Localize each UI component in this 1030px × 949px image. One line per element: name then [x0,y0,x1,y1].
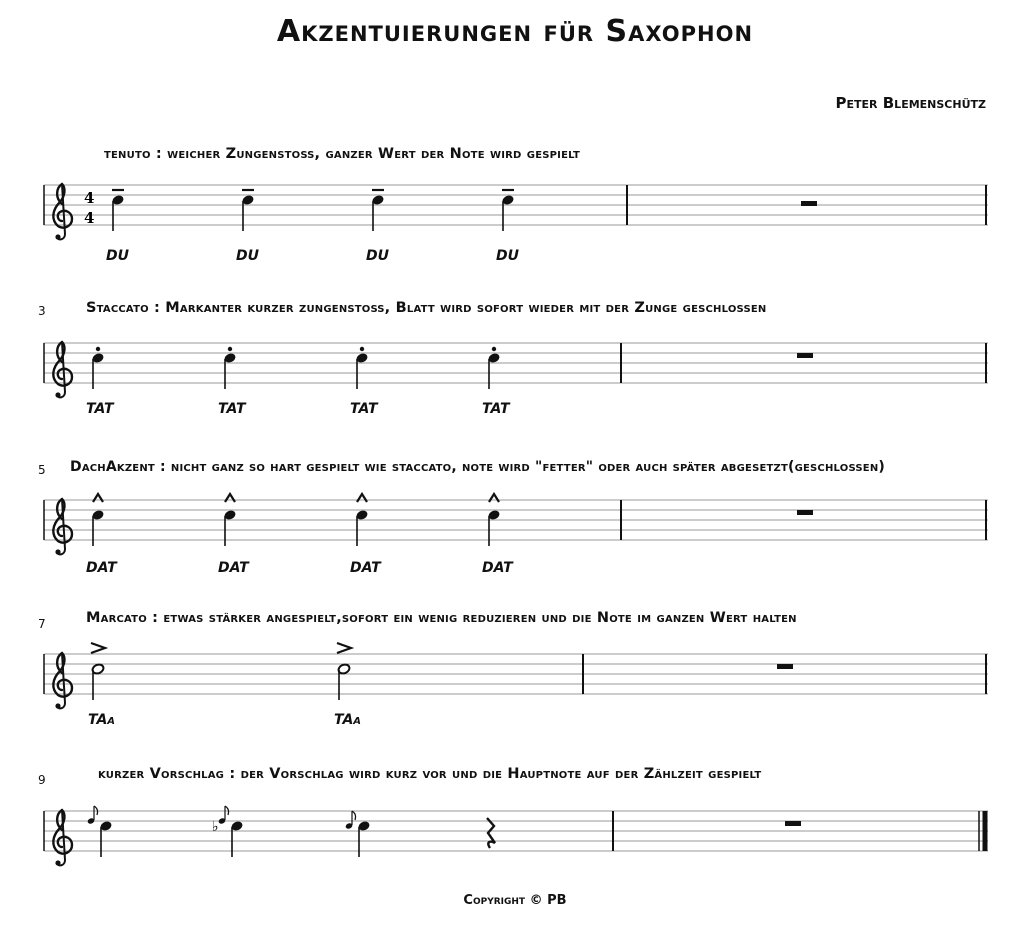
whole-rest [797,353,813,358]
svg-text:4: 4 [84,209,95,227]
quarter-rest [487,818,495,848]
lyric-syllable: TAT [86,401,114,417]
lyric-syllable: DAT [218,560,249,576]
whole-rest [777,664,793,669]
composer-name: Peter Blemenschütz [835,94,986,112]
lyric-syllable: DAT [482,560,513,576]
lyric-syllable: DU [366,248,389,264]
system-1-text: tenuto : weicher Zungenstoß, ganzer Wert der Note wird gespielt [104,146,581,162]
lyric-syllable: TAa [334,712,362,728]
lyric-syllable: TAa [88,712,116,728]
lyric-syllable: DAT [86,560,117,576]
svg-text:♭: ♭ [212,819,219,835]
measure-number-9: 9 [38,773,46,787]
lyric-syllable: DAT [350,560,381,576]
lyric-syllable: TAT [350,401,378,417]
system-3-text: DachAkzent : nicht ganz so hart gespielt wie staccato, note wird "fetter" oder auch später abgesetzt(geschlossen) [70,459,886,475]
whole-rest [785,821,801,826]
system-2-text: Staccato : Markanter kurzer zungenstoß, Blatt wird sofort wieder mit der Zunge geschlossen [86,300,767,316]
copyright-notice: Copyright © PB [463,893,567,908]
lyric-syllable: TAT [482,401,510,417]
lyric-syllable: DU [496,248,519,264]
system-5-text: kurzer Vorschlag : der Vorschlag wird kurz vor und die Hauptnote auf der Zählzeit gespielt [98,766,762,782]
staff-system-2 [44,342,988,398]
svg-text:4: 4 [84,189,95,207]
lyric-syllable: DU [236,248,259,264]
grace-note-group [345,811,371,857]
staff-system-1 [44,184,988,240]
system-4-text: Marcato : etwas stärker angespielt,sofort ein wenig reduzieren und die Note im ganzen Wert halten [86,610,797,626]
staff-system-4 [44,643,988,709]
measure-number-7: 7 [38,617,46,631]
score-title: Akzentuierungen für Saxophon [276,14,754,49]
whole-rest [797,510,813,515]
measure-number-5: 5 [38,463,46,477]
lyric-syllable: DU [106,248,129,264]
lyric-syllable: TAT [218,401,246,417]
staff-system-5 [44,806,988,866]
measure-number-3: 3 [38,304,46,318]
whole-rest [801,201,817,206]
staff-system-3 [44,494,988,555]
